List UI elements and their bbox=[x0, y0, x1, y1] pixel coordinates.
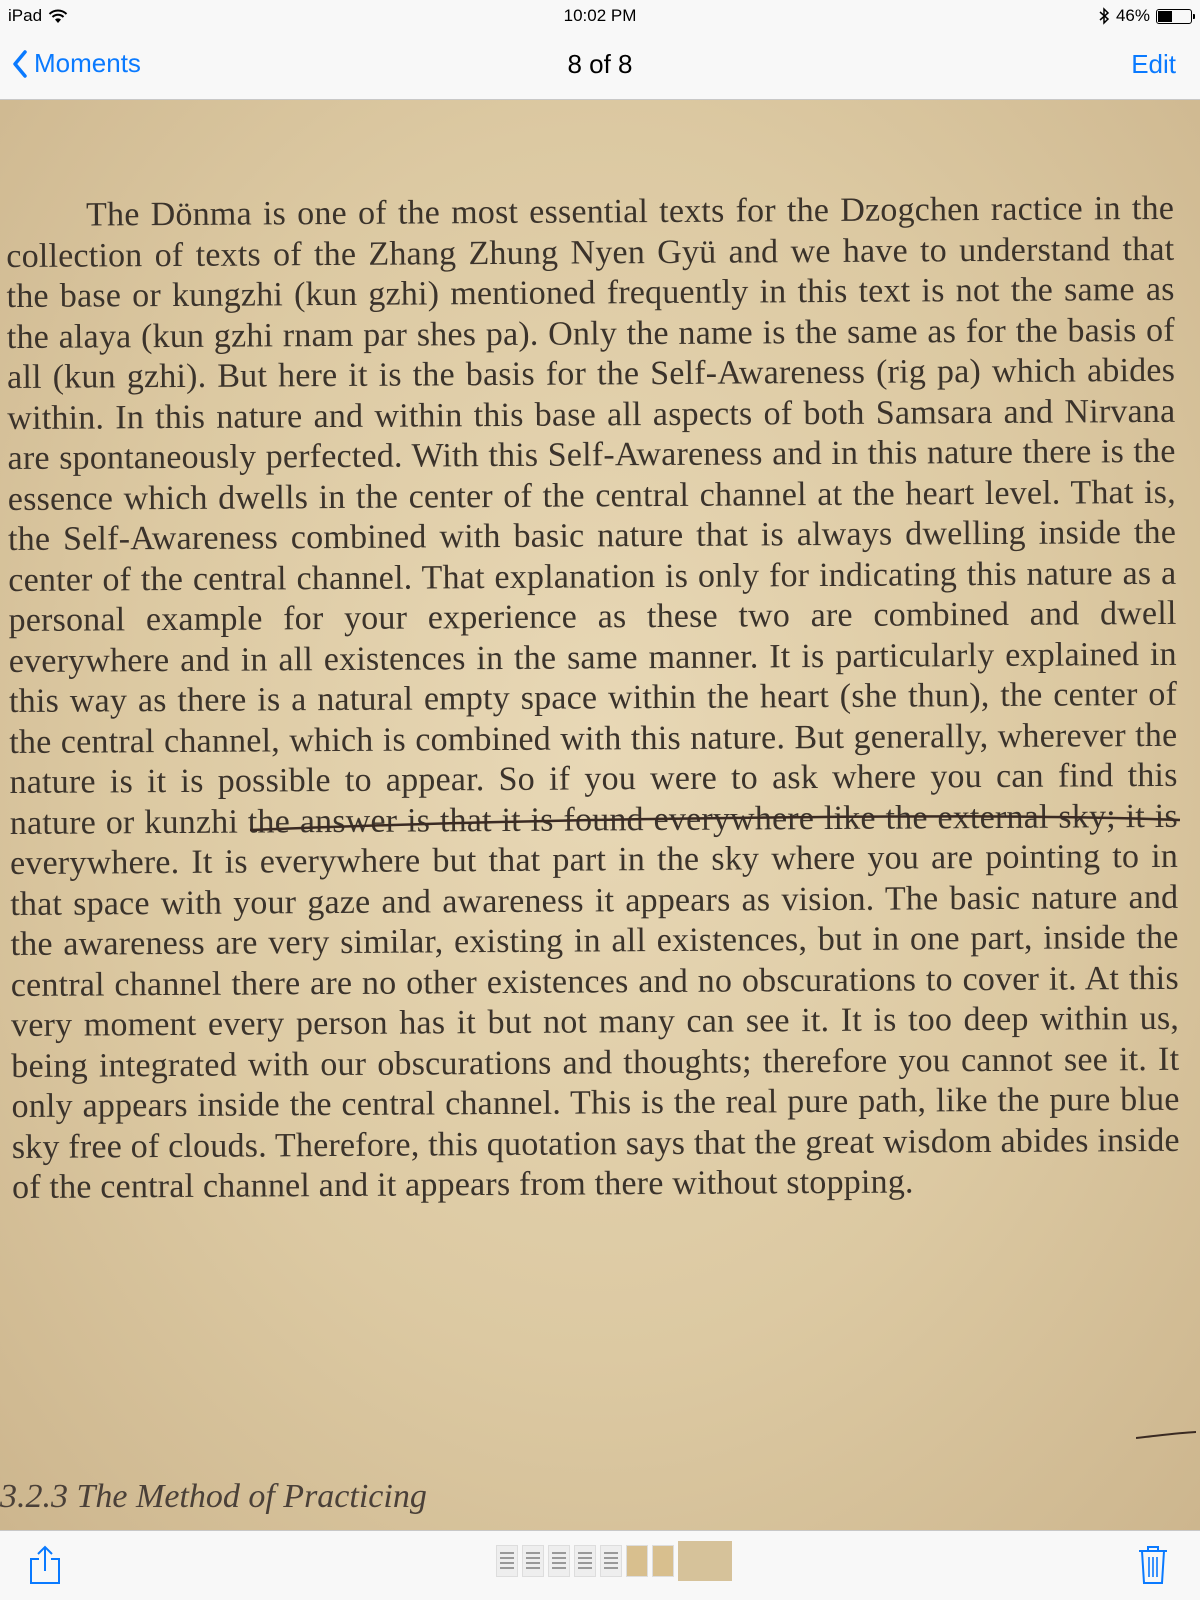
text-line: and in this nature there is the essence which dwells in the center of the bbox=[7, 432, 1176, 518]
share-icon bbox=[28, 1545, 62, 1585]
thumbnail-content bbox=[552, 1552, 566, 1570]
text-line: dwell everywhere and in all existences in the same manner. It is bbox=[8, 594, 1177, 680]
status-right bbox=[1098, 6, 1192, 26]
thumbnail[interactable] bbox=[652, 1545, 674, 1577]
text-line: nature or kunzhi the answer is that it is found everywhere like the bbox=[9, 798, 928, 842]
status-time: 10:02 PM bbox=[563, 6, 637, 25]
text-line: possible to appear. So if you were to ask where you can find this bbox=[217, 756, 1178, 800]
thumbnail[interactable] bbox=[522, 1545, 544, 1577]
text-line: inside of the central channel and it appears from there without bbox=[11, 1121, 1180, 1206]
thumbnail[interactable] bbox=[600, 1545, 622, 1577]
thumbnail-content bbox=[526, 1552, 540, 1570]
text-line: frequently in this text is not the same as the alaya (kun gzhi rnam par bbox=[6, 270, 1175, 356]
text-line: clouds. Therefore, this quotation says that the great wisdom abides bbox=[168, 1121, 1089, 1165]
battery-fill bbox=[1158, 11, 1172, 22]
text-line: central channel. That explanation is only for indicating this nature as a bbox=[192, 554, 1177, 598]
text-line: similar, existing in all existences, but in one part, inside the central bbox=[10, 918, 1179, 1004]
text-line: shes pa). Only the name is the same as for the basis of all (kun gzhi). bbox=[6, 311, 1175, 396]
delete-button[interactable] bbox=[1138, 1545, 1168, 1590]
thumbnail-content bbox=[500, 1552, 514, 1570]
back-label: Moments bbox=[34, 48, 141, 78]
thumbnail[interactable] bbox=[626, 1545, 648, 1577]
share-button[interactable] bbox=[28, 1545, 62, 1590]
text-line: channel. This is the real pure path, like the pure blue sky free of bbox=[11, 1080, 1180, 1166]
text-line: too deep within us, being integrated with our obscurations and bbox=[11, 999, 1180, 1085]
text-line: stopping. bbox=[786, 1163, 914, 1202]
text-line: within. In this nature and within this base all aspects of both Samsara bbox=[7, 393, 993, 437]
book-paragraph bbox=[6, 189, 1180, 1209]
book-page-text bbox=[6, 189, 1180, 1209]
thumbnail-content bbox=[604, 1552, 618, 1570]
thumbnail-content bbox=[578, 1552, 592, 1570]
thumbnail-strip[interactable] bbox=[496, 1541, 732, 1581]
text-line: central channel at the heart level. That is, the Self-Awareness combined bbox=[7, 473, 1176, 558]
text-line: external sky; it is everywhere. It is everywhere but that part in the sky bbox=[9, 797, 1178, 882]
text-line: thoughts; therefore you cannot see it. It only appears inside the central bbox=[11, 1040, 1180, 1125]
nav-bar bbox=[0, 32, 1200, 100]
device-name: iPad bbox=[8, 6, 43, 25]
text-line: within the heart (she thun), the center of the central channel, which is bbox=[9, 675, 1178, 761]
photo-counter: 8 of 8 bbox=[567, 49, 633, 79]
section-heading-cut: 3.2.3 The Method of Practicing bbox=[0, 1478, 427, 1515]
thumbnail[interactable] bbox=[496, 1545, 518, 1577]
text-line: have to understand that the base or kungzhi (kun gzhi) mentioned bbox=[6, 230, 1175, 315]
battery-percent: 46% bbox=[1115, 6, 1150, 25]
edit-button[interactable]: Edit bbox=[1131, 49, 1176, 79]
text-line: combined with this nature. But generally, wherever the nature is it is bbox=[9, 716, 1178, 801]
text-line: particularly explained in this way as there is a natural empty space bbox=[8, 635, 1177, 720]
text-line: it appears as vision. The basic nature and the awareness are very bbox=[10, 878, 1179, 963]
thumbnail[interactable] bbox=[548, 1545, 570, 1577]
pen-mark bbox=[1136, 1430, 1196, 1442]
bluetooth-icon bbox=[1098, 7, 1110, 25]
text-line: ractice in the collection of texts of the Zhang Zhung Nyen Gyü and we bbox=[6, 189, 1175, 275]
photo-viewer[interactable] bbox=[0, 100, 1200, 1530]
text-line: personal example for your experience as these two are combined and bbox=[8, 595, 1080, 639]
text-line: The Dönma is one of the most essential texts for the Dzogchen bbox=[86, 191, 980, 234]
text-line: with basic nature that is always dwelling inside the center of the bbox=[8, 513, 1177, 599]
text-line: channel there are no other existences and no obscurations to cover it. bbox=[114, 959, 1077, 1003]
trash-icon bbox=[1138, 1545, 1168, 1585]
pen-underline bbox=[250, 812, 1180, 832]
battery-icon bbox=[1156, 9, 1192, 24]
text-line: But here it is the basis for the Self-Awareness (rig pa) which abides bbox=[217, 351, 1176, 395]
thumbnail-current[interactable] bbox=[678, 1541, 732, 1581]
status-bar bbox=[0, 0, 1200, 32]
bottom-toolbar bbox=[0, 1530, 1200, 1600]
text-line: At this very moment every person has it but not many can see it. It is bbox=[10, 959, 1179, 1044]
thumbnail[interactable] bbox=[574, 1545, 596, 1577]
text-line: where you are pointing to in that space with your gaze and awareness bbox=[10, 837, 1179, 923]
text-line: and Nirvana are spontaneously perfected. With this Self-Awareness bbox=[7, 392, 1176, 477]
